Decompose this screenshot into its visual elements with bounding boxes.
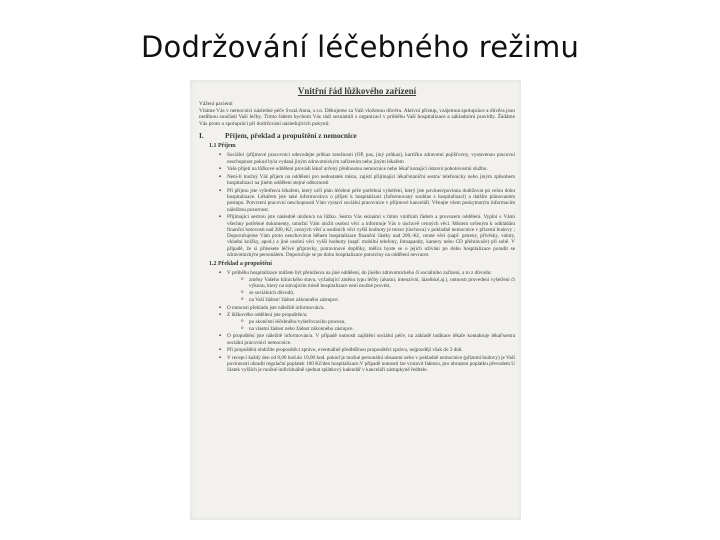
list-item: ▪ O nutnosti překladu jste náležitě informován/a. xyxy=(221,305,515,311)
sub-list-item: o změny Vašeho klinického stavu, vyžadující změnu typu léčby (akutní, intenzivní, lázeňské,aj.), nutnosti provedení vyšetření či výkonu, který na stávajícím místě hospitalizace není možné provést, xyxy=(241,277,515,290)
list-item: ▪ Sociální /příjmové pracovnici odevzdejte průkaz totožnosti (OP, pas, jiný průkaz), kartičku zdravotní pojišťovny, vystavenou pracovní neschopnost pokud byla vydaná jiným zdravotnickým zařízením nebo jiným lékařem xyxy=(221,152,515,165)
list-item-text: V průběhu hospitalizace můžete být přeložen/a na jiné oddělení, do jiného zdravotnického či sociálního zařízení, a to z důvodu: xyxy=(227,270,492,277)
sub-list xyxy=(241,277,515,304)
sub-list-item: o na vlastní žádost nebo žádost zákonného zástupce. xyxy=(241,326,515,332)
list-item: ▪ Vaše přijetí na lůžkové oddělení provádí lékař určený přednostou nemocnice nebo lékař konající ústavní pohotovostní službu. xyxy=(221,166,515,172)
list-item: ▪ Přijímající sestrou jste následně uložen/a na lůžko. Sestra Vás seznámí s tímto vnitřním řádem a provozem oddělení. Vyplní s Vámi všechny potřebné dokumenty, umožní Vám uložit osobní věci a informuje Vás o úschově cenných věcí. Místem určeným k odkládání finanční hotovosti nad 200,-Kč, cenných věcí a osobních věcí vyšší hodnoty je trezor (úschova) v pokladně nemocnice v přízemí budovy ; Doporučujeme Vám proto neuchovávat během hospitalizace finanční částky nad 200,-Kč, cenné věci (např. prsteny, přívěsky, valuty, vkladní knížky, apod.) a jiné osobní věci vyšší hodnoty (např. mobilní telefony, fotoaparáty, kamery nebo CD přehrávače) při sobě. V případě, že si přinesete léčivé přípravky, potravinové doplňky, měli/a byste se o jejich užívání po dobu hospitalizace poradit se zdravotnickým personálem. Doporučuje se po dobu hospitalizace potraviny na oddělení nevracet. xyxy=(221,214,515,258)
list-item: ▪ Při příjmu jste vyšetřen/a lékařem, který určí plán léčebné péče potřebná vyšetření, který jste povinen/povinna dodržovat po celou dobu hospitalizace. Lékařem jste také informován/a o přijetí k hospitalizaci (Informovaný souhlas s hospitalizací) a dalším plánovaném postupu. Potvrzení pracovní neschopnosti Vám vystaví sociální pracovnice v příjmové kanceláři. Věnujte všem poskytnutým informacím náležitou pozornost. xyxy=(221,188,515,213)
slide-title: Dodržování léčebného režimu xyxy=(140,30,580,64)
preklad-list xyxy=(221,270,515,373)
sub-list-item: o na Vaši žádost/ žádost zákonného zástupce. xyxy=(241,297,515,303)
list-item xyxy=(221,312,515,332)
list-item: ▪ O propuštění jste náležitě informován/a. V případě nutnosti zajištění sociální péče, na základě indikace lékaře kontaktuje lékař/sestra sociální pracovnici nemocnice. xyxy=(221,333,515,346)
prijem-list xyxy=(221,152,515,258)
document-title: Vnitřní řád lůžkového zařízení xyxy=(297,86,417,96)
list-item: ▪ V recepci každý den od 8,00 hod.do 19,00 hod. pokud je možné personální obsazení nebo v pokladně nemocnice (přízemí budovy) je Vaší povinností uhradit regulační poplatek 100 Kč/den hospitalizace.V případě nutnosti lze vystavit fakturu, pro uhrazení poplatku převodem.U částek vyšších je možné individuálně sjednat splátkový kalendář v kanceláři zástupkyně ředitele. xyxy=(221,355,515,374)
intro-text: Vítáme Vás v nemocnici následné péče Svatá Anna, s.r.o. Děkujeme za Vaši vloženou důvěru. Aktivní přístup, vzájemná spolupráce a důvěra jsou nedílnou součástí Vaší léčby. Tímto řádem bychom Vás rádi seznámili s organizací v průběhu Vaší hospitalizace a základními pravidly. Žádáme Vás proto o spolupráci při dodržování následujících pokynů: xyxy=(199,107,515,127)
section-title: Příjem, překlad a propuštění z nemocnice xyxy=(225,131,357,141)
subsection-heading-prijem: 1.1 Příjem xyxy=(209,143,236,150)
greeting xyxy=(199,101,515,127)
document-body xyxy=(199,86,515,375)
list-item-text: Z lůžkového oddělení jste propuštěn/a: xyxy=(227,312,308,319)
sub-list-item: o po skončení léčebného/vyšetřovacího procesu, xyxy=(241,319,515,325)
list-item: ▪ Při propuštění obdržíte propouštěcí zprávu, eventuálně předběžnou propouštěcí zprávu, nejpozději však do 3 dnů. xyxy=(221,347,515,353)
greeting-text: Vážení pacienti xyxy=(199,101,233,107)
sub-list-item: o ze sociálních důvodů, xyxy=(241,290,515,296)
scanned-document xyxy=(190,80,521,520)
list-item xyxy=(221,270,515,303)
section-number: I. xyxy=(199,131,204,141)
sub-list xyxy=(241,319,515,332)
list-item: ▪ Není-li možný Váš příjem na oddělení pro nedostatek místa, zajistí přijímající lékař/staniční sestra/ telefonicky nebo jiným způsobem hospitalizaci na jiném oddělení stejné odbornosti xyxy=(221,174,515,187)
subsection-heading-preklad: 1.2 Překlad a propuštění xyxy=(209,261,272,268)
section-heading xyxy=(199,131,515,140)
